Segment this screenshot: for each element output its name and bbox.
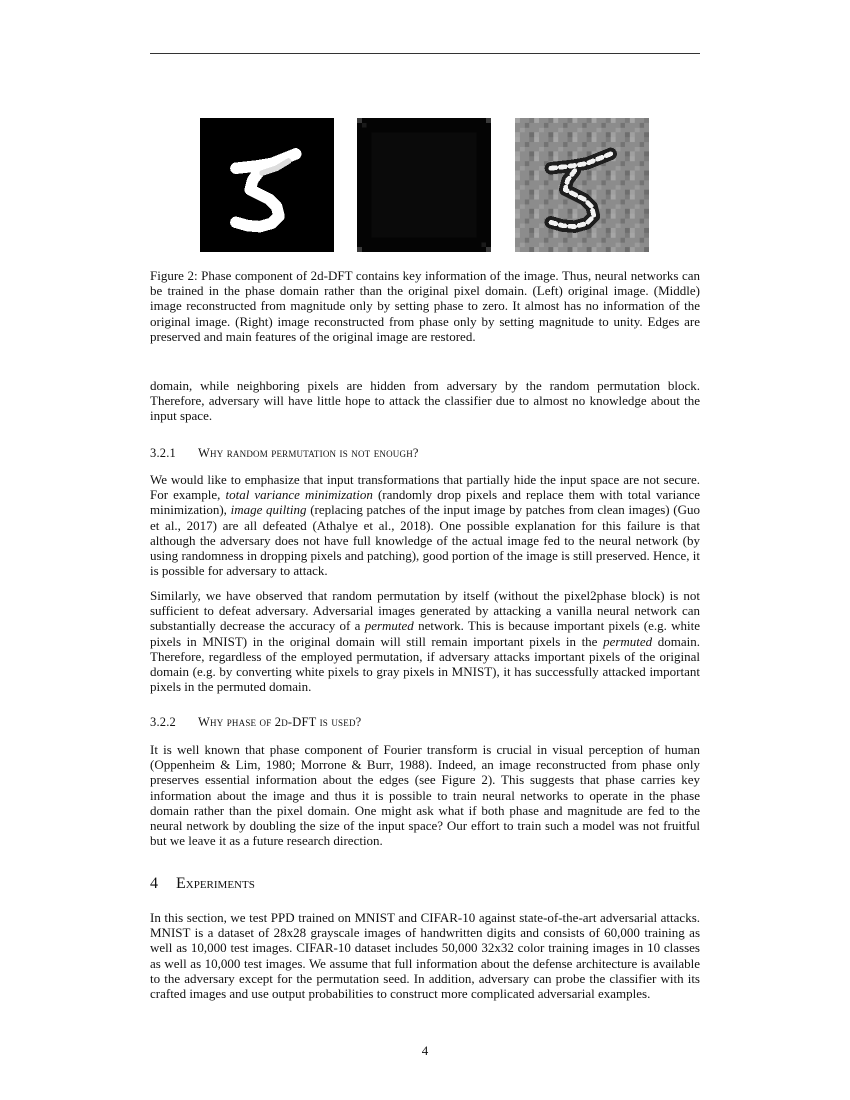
paragraph-intro: domain, while neighboring pixels are hidden from adversary by the random permutation block. Therefore, adversary will have little hope to attack the classifier due to almost no knowledge about the input space. <box>150 378 700 424</box>
subsection-title: Why phase of 2d-DFT is used? <box>198 715 362 729</box>
subsection-title: Why random permutation is not enough? <box>198 446 419 460</box>
subsection-number: 3.2.2 <box>150 715 176 729</box>
section-title: Experiments <box>176 875 255 892</box>
figure-caption: Figure 2: Phase component of 2d-DFT contains key information of the image. Thus, neural networks can be trained in the phase domain rather than the original pixel domain. (Left) original image. (Middle) image reconstructed from magnitude only by setting phase to zero. It almost has no information of the original image. (Right) image reconstructed from phase only by setting magnitude to unity. Edges are preserved and main features of the original image are restored. <box>150 268 700 344</box>
subsection-heading-3-2-2 <box>150 715 361 730</box>
figure-2 <box>200 118 650 253</box>
section-heading-4 <box>150 875 255 893</box>
section-number: 4 <box>150 875 158 892</box>
header-rule <box>150 53 700 54</box>
subsection-heading-3-2-1 <box>150 446 419 461</box>
page-number: 4 <box>421 1043 429 1058</box>
paragraph-3-2-2: It is well known that phase component of Fourier transform is crucial in visual perception of human (Oppenheim & Lim, 1980; Morrone & Burr, 1988). Indeed, an image reconstructed from phase only preserves essential information about the edges (see Figure 2). This suggests that phase carries key information about the image and thus it is possible to train neural networks to operate in the phase domain rather than the pixel domain. One might ask what if both phase and magnitude are fed to the neural network by doubling the size of the input space? Our effort to train such a model was not fruitful but we leave it as a future research direction. <box>150 742 700 849</box>
subsection-number: 3.2.1 <box>150 446 176 460</box>
phase-only-panel <box>515 118 649 252</box>
original-image-panel <box>200 118 334 252</box>
paragraph-3-2-1-b: Similarly, we have observed that random permutation by itself (without the pixel2phase block) is not sufficient to defeat adversary. Adversarial images generated by attacking a vanilla neural network can substantially decrease the accuracy of a permuted network. This is because important pixels (e.g. white pixels in MNIST) in the original domain will still remain important pixels in the permuted domain. Therefore, regardless of the employed permutation, if adversary attacks important pixels of the original domain (e.g. by converting white pixels to gray pixels in MNIST), it has successfully attacked important pixels in the permuted domain. <box>150 588 701 695</box>
paragraph-3-2-1-a: We would like to emphasize that input transformations that partially hide the input space are not secure. For example, total variance minimization (randomly drop pixels and replace them with total variance minimization), image quilting (replacing patches of the input image by patches from clean images) (Guo et al., 2017) are all defeated (Athalye et al., 2018). One possible explanation for this failure is that although the adversary does not have full knowledge of the actual image fed to the neural network (by using randomness in dropping pixels and patching), good portion of the image is still preserved. Hence, it is possible for adversary to attack. <box>150 472 701 579</box>
magnitude-only-panel <box>357 118 491 252</box>
paragraph-experiments: In this section, we test PPD trained on MNIST and CIFAR-10 against state-of-the-art adversarial attacks. MNIST is a dataset of 28x28 grayscale images of handwritten digits and consists of 60,000 training as well as 10,000 test images. CIFAR-10 dataset includes 50,000 32x32 color training images in 10 classes as well as 10,000 test images. We assume that full information about the defense architecture is available to the adversary except for the permutation seed. In addition, adversary can probe the classifier with its crafted images and use output probabilities to construct more complicated adversarial examples. <box>150 910 700 1002</box>
